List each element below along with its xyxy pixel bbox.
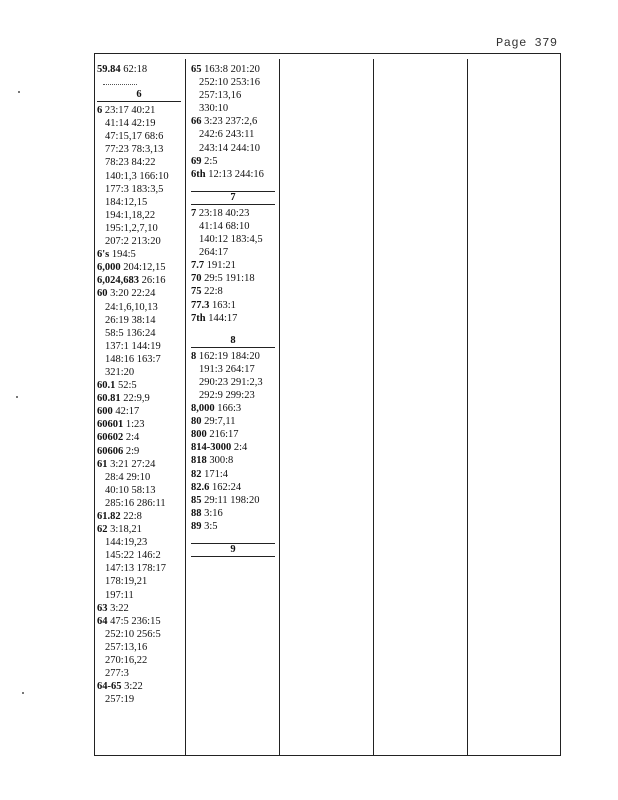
index-refs: 29:7,11 bbox=[204, 416, 236, 428]
index-term: 7.7 bbox=[191, 260, 205, 272]
index-refs-continued: 290:23 291:2,3 bbox=[199, 376, 263, 388]
index-entry bbox=[191, 468, 277, 481]
index-entry bbox=[191, 454, 277, 467]
index-entry bbox=[97, 405, 183, 418]
index-refs-continued: 140:1,3 166:10 bbox=[105, 170, 169, 182]
index-refs-continued: 148:16 163:7 bbox=[105, 353, 161, 365]
index-refs: 12:13 244:16 bbox=[208, 168, 264, 180]
index-term: 818 bbox=[191, 455, 207, 467]
scan-speck bbox=[18, 91, 20, 93]
index-refs-continued: 195:1,2,7,10 bbox=[105, 222, 158, 234]
index-entry bbox=[97, 523, 183, 536]
index-entry bbox=[97, 445, 183, 458]
index-term: 60602 bbox=[97, 432, 124, 444]
index-refs: 300:8 bbox=[209, 455, 234, 467]
index-term: 82.6 bbox=[191, 481, 210, 493]
index-entry bbox=[191, 115, 277, 128]
index-term: 60601 bbox=[97, 419, 124, 431]
index-term: 60.1 bbox=[97, 380, 116, 392]
index-entry bbox=[191, 507, 277, 520]
index-entry bbox=[97, 248, 183, 261]
index-term: 7 bbox=[191, 207, 197, 219]
index-refs: 22:8 bbox=[123, 511, 142, 522]
index-refs-continued: 243:14 244:10 bbox=[199, 142, 260, 154]
index-entry bbox=[191, 494, 277, 507]
index-refs: 22:8 bbox=[204, 286, 223, 298]
scan-speck bbox=[16, 396, 18, 398]
index-refs-continued: 28:4 29:10 bbox=[105, 471, 151, 483]
index-refs: 2:4 bbox=[233, 442, 248, 454]
index-entry bbox=[97, 615, 183, 628]
index-refs: 163:1 bbox=[212, 299, 236, 311]
index-refs: 3:21 27:24 bbox=[110, 458, 156, 470]
index-term: 600 bbox=[97, 406, 113, 418]
index-entry bbox=[191, 63, 277, 76]
spacer bbox=[191, 181, 277, 191]
index-term: 6,000 bbox=[97, 262, 121, 274]
index-term: 63 bbox=[97, 602, 108, 614]
index-refs: 162:24 bbox=[212, 481, 242, 493]
index-refs-continued: 252:10 256:5 bbox=[105, 628, 161, 640]
index-refs: 3:16 bbox=[204, 507, 223, 519]
page-number: Page 379 bbox=[496, 36, 558, 50]
index-refs: 162:19 184:20 bbox=[198, 350, 260, 362]
index-refs: 2:9 bbox=[125, 445, 140, 457]
index-term: 8 bbox=[191, 350, 197, 362]
index-refs-continued: 292:9 299:23 bbox=[199, 389, 255, 401]
index-term: 75 bbox=[191, 286, 202, 298]
index-entry bbox=[97, 104, 183, 117]
index-refs-continued: 24:1,6,10,13 bbox=[105, 301, 158, 313]
index-refs-continued: 277:3 bbox=[105, 668, 129, 680]
index-refs: 144:17 bbox=[208, 312, 238, 324]
index-refs: 3:23 237:2,6 bbox=[204, 116, 258, 128]
section-heading: 7 bbox=[191, 191, 275, 205]
index-refs: 1:23 bbox=[125, 419, 145, 431]
index-refs-continued: 197:11 bbox=[105, 589, 134, 601]
index-refs: 171:4 bbox=[204, 468, 229, 480]
index-term: 6th bbox=[191, 168, 206, 180]
index-term: 59.84 bbox=[97, 64, 121, 75]
index-term: 6's bbox=[97, 249, 110, 261]
index-refs-continued: 77:23 78:3,13 bbox=[105, 144, 164, 156]
index-term: 6,024,683 bbox=[97, 275, 139, 287]
index-refs: 163:8 201:20 bbox=[204, 64, 260, 75]
index-refs: 3:22 bbox=[124, 681, 143, 693]
index-entry bbox=[191, 155, 277, 168]
index-entry bbox=[97, 458, 183, 471]
index-refs: 3:5 bbox=[204, 520, 218, 532]
index-term: 800 bbox=[191, 429, 207, 441]
index-entry bbox=[191, 299, 277, 312]
index-refs-continued: 147:13 178:17 bbox=[105, 563, 166, 575]
index-entry bbox=[191, 520, 277, 533]
index-entry bbox=[191, 428, 277, 441]
index-refs: 2:4 bbox=[125, 432, 140, 444]
index-entry bbox=[191, 259, 277, 272]
spacer bbox=[191, 325, 277, 335]
index-entry bbox=[191, 168, 277, 181]
index-term: 60 bbox=[97, 288, 108, 300]
spacer bbox=[191, 533, 277, 543]
index-refs-continued: 26:19 38:14 bbox=[105, 314, 156, 326]
index-entry bbox=[97, 392, 183, 405]
index-entry bbox=[97, 261, 183, 274]
index-entry bbox=[97, 418, 183, 431]
index-term: 8,000 bbox=[191, 403, 215, 415]
index-term: 85 bbox=[191, 494, 202, 506]
index-refs-continued: 330:10 bbox=[199, 103, 229, 115]
index-term: 65 bbox=[191, 64, 202, 75]
index-refs-continued: 137:1 144:19 bbox=[105, 340, 161, 352]
index-refs-continued: 78:23 84:22 bbox=[105, 157, 156, 169]
index-entry bbox=[97, 602, 183, 615]
index-refs: 26:16 bbox=[141, 275, 166, 287]
section-heading: 9 bbox=[191, 543, 275, 557]
index-refs-continued: 184:12,15 bbox=[105, 196, 148, 208]
index-entry bbox=[97, 431, 183, 444]
index-refs-continued: 194:1,18,22 bbox=[105, 209, 156, 221]
index-refs-continued: 144:19,23 bbox=[105, 537, 148, 549]
index-entry bbox=[191, 312, 277, 325]
index-entry bbox=[191, 350, 277, 363]
index-column-2 bbox=[191, 63, 277, 559]
index-refs-continued: 252:10 253:16 bbox=[199, 77, 260, 89]
index-refs: 23:18 40:23 bbox=[198, 207, 250, 219]
index-refs: 2:5 bbox=[204, 155, 218, 167]
index-term: 64 bbox=[97, 615, 108, 627]
index-term: 77.3 bbox=[191, 299, 210, 311]
index-refs: 47:5 236:15 bbox=[110, 615, 161, 627]
index-term: 62 bbox=[97, 524, 108, 536]
index-refs-continued: 41:14 68:10 bbox=[199, 220, 250, 232]
index-refs: 29:11 198:20 bbox=[204, 494, 260, 506]
index-refs-continued: 191:3 264:17 bbox=[199, 363, 255, 375]
section-heading: 6 bbox=[97, 89, 181, 102]
index-term: 82 bbox=[191, 468, 202, 480]
index-term: 89 bbox=[191, 520, 202, 532]
index-entry bbox=[97, 510, 183, 523]
index-entry bbox=[97, 379, 183, 392]
index-refs-continued: 41:14 42:19 bbox=[105, 118, 156, 130]
column-divider-1 bbox=[185, 59, 186, 755]
index-column-1 bbox=[97, 63, 183, 706]
index-refs: 3:20 22:24 bbox=[110, 288, 156, 300]
column-divider-4 bbox=[467, 59, 468, 755]
index-term: 814-3000 bbox=[191, 442, 232, 454]
index-entry bbox=[191, 285, 277, 298]
index-entry bbox=[97, 274, 183, 287]
index-refs: 23:17 40:21 bbox=[104, 105, 156, 117]
index-refs: 3:22 bbox=[110, 602, 129, 614]
dotted-separator bbox=[97, 76, 183, 89]
index-term: 64-65 bbox=[97, 681, 122, 693]
index-refs-continued: 242:6 243:11 bbox=[199, 129, 255, 141]
index-refs: 166:3 bbox=[217, 403, 242, 415]
index-refs-continued: 257:13,16 bbox=[105, 641, 148, 653]
index-refs-continued: 47:15,17 68:6 bbox=[105, 131, 164, 143]
index-refs-continued: 140:12 183:4,5 bbox=[199, 234, 263, 246]
index-refs: 52:5 bbox=[118, 380, 137, 392]
index-term: 7th bbox=[191, 312, 206, 324]
index-term: 61 bbox=[97, 458, 108, 470]
index-term: 66 bbox=[191, 116, 202, 128]
scan-speck bbox=[22, 692, 24, 694]
index-refs-continued: 257:19 bbox=[105, 694, 135, 706]
index-entry bbox=[191, 415, 277, 428]
index-refs: 3:18,21 bbox=[110, 524, 142, 536]
index-entry bbox=[191, 207, 277, 220]
index-refs: 194:5 bbox=[111, 249, 136, 261]
index-entry bbox=[97, 63, 183, 76]
index-entry bbox=[191, 272, 277, 285]
index-refs: 191:21 bbox=[206, 260, 236, 272]
index-refs-continued: 207:2 213:20 bbox=[105, 236, 161, 248]
index-refs-continued: 285:16 286:11 bbox=[105, 497, 166, 509]
index-refs-continued: 270:16,22 bbox=[105, 655, 148, 667]
index-entry bbox=[97, 680, 183, 693]
index-entry bbox=[191, 402, 277, 415]
column-divider-3 bbox=[373, 59, 374, 755]
index-refs-continued: 178:19,21 bbox=[105, 576, 148, 588]
index-refs: 204:12,15 bbox=[123, 262, 166, 274]
index-refs-continued: 58:5 136:24 bbox=[105, 327, 156, 339]
index-term: 88 bbox=[191, 507, 202, 519]
column-divider-2 bbox=[279, 59, 280, 755]
index-term: 6 bbox=[97, 105, 103, 117]
index-entry bbox=[191, 481, 277, 494]
index-refs-continued: 264:17 bbox=[199, 247, 229, 259]
index-term: 60.81 bbox=[97, 393, 121, 405]
index-term: 80 bbox=[191, 416, 202, 428]
index-refs: 22:9,9 bbox=[123, 393, 150, 405]
index-term: 69 bbox=[191, 155, 202, 167]
index-refs-continued: 40:10 58:13 bbox=[105, 484, 156, 496]
index-refs: 216:17 bbox=[209, 429, 239, 441]
index-term: 61.82 bbox=[97, 511, 121, 522]
index-refs-continued: 177:3 183:3,5 bbox=[105, 183, 164, 195]
index-term: 70 bbox=[191, 273, 202, 285]
index-refs: 42:17 bbox=[115, 406, 140, 418]
index-term: 60606 bbox=[97, 445, 124, 457]
index-entry bbox=[97, 287, 183, 300]
index-entry bbox=[191, 441, 277, 454]
section-heading: 8 bbox=[191, 335, 275, 348]
index-refs: 29:5 191:18 bbox=[204, 273, 255, 285]
index-refs-continued: 321:20 bbox=[105, 366, 135, 378]
index-refs-continued: 145:22 146:2 bbox=[105, 550, 161, 562]
index-refs-continued: 257:13,16 bbox=[199, 90, 242, 102]
index-refs: 62:18 bbox=[123, 64, 148, 75]
